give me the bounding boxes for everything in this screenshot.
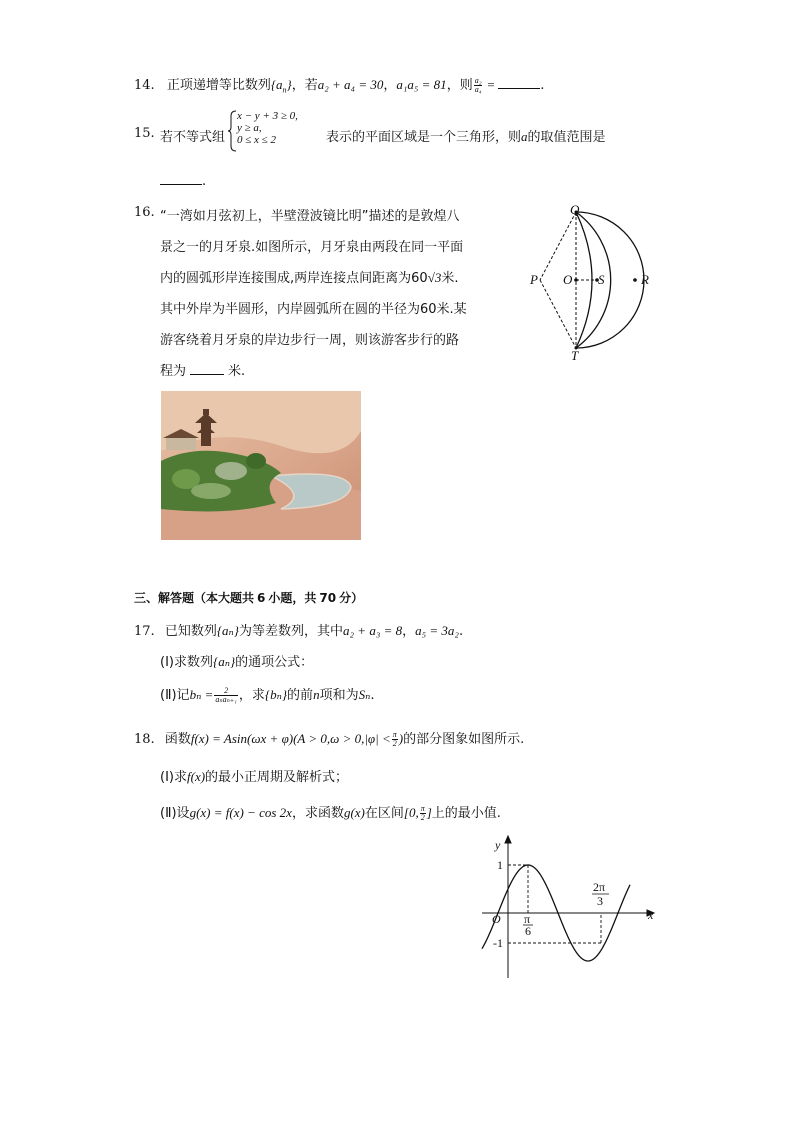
- section-title: 三、解答题（本大题共 6 小题，共 70 分）: [134, 591, 364, 605]
- question-number: 18.: [134, 732, 155, 747]
- origin-label: O: [492, 912, 501, 926]
- separator: ，: [383, 78, 397, 93]
- q18-part-1: (Ⅰ)求f(x)的最小正周期及解析式；: [160, 769, 349, 785]
- x-label: x: [648, 908, 654, 922]
- label-r: R: [641, 272, 649, 287]
- question-15-number: 15.: [134, 126, 155, 141]
- label-p: P: [530, 272, 538, 287]
- fraction: $\frac{\text{a₂}}{\text{a₄}}$: [474, 76, 482, 94]
- point-o: [574, 278, 578, 282]
- inequality-line: x − y + 3 ≥ 0,: [237, 110, 298, 122]
- math-var: a: [521, 129, 528, 144]
- crescent-spring-photo: [161, 391, 361, 540]
- question-text: 游客绕着月牙泉的岸边步行一周，则该游客步行的路: [160, 333, 460, 348]
- line-pt: [540, 280, 576, 348]
- question-text: 景之一的月牙泉.如图所示，月牙泉由两段在同一平面: [160, 240, 464, 255]
- question-16-number: 16.: [134, 205, 155, 220]
- question-18: 18. 函数f(x) = Asin(ωx + φ)(A > 0,ω > 0,|φ| < $\frac{\pi}{2}$ )的部分图象如图所示.: [134, 730, 525, 748]
- math-eq: a₁a₅ = 81: [396, 77, 447, 92]
- label-s: S: [598, 272, 605, 287]
- x-tick-2pi3-num: 2π: [593, 880, 606, 894]
- fraction: $\frac{\pi}{2}$: [420, 804, 425, 822]
- question-text: 为等差数列，其中: [239, 624, 344, 639]
- answer-line: .: [160, 172, 206, 189]
- question-text: 程为 米.: [160, 364, 246, 379]
- question-text: 内的圆弧形岸连接围成,两岸连接点间距离为60√3米.: [160, 270, 459, 286]
- question-text: 正项递增等比数列: [166, 78, 271, 93]
- x-tick-pi6-den: 6: [525, 924, 531, 938]
- question-17: [134, 620, 463, 639]
- question-text: 其中外岸为半圆形，内岸圆弧所在圆的半径为60米.某: [160, 302, 467, 317]
- inequality-line: y ≥ a,: [237, 122, 262, 134]
- question-number: 17.: [134, 624, 155, 639]
- math-eq: a₅ = 3a₂: [415, 623, 459, 638]
- math-eq: a₂ + a₃ = 8: [343, 623, 403, 638]
- line-pq: [540, 212, 576, 280]
- sine-graph: [478, 832, 660, 982]
- period: .: [540, 78, 545, 93]
- question-text: ，则: [446, 78, 473, 93]
- period: .: [458, 624, 464, 639]
- math-eq: =: [486, 77, 496, 92]
- answer-blank: [190, 362, 224, 375]
- y-tick-1: 1: [497, 858, 503, 872]
- fraction: $\frac{2}{\text{aₙaₙ₊₁}}$: [215, 686, 237, 704]
- question-text: ，若: [291, 78, 318, 93]
- question-text: 已知数列: [164, 624, 217, 639]
- q17-part-2: (Ⅱ)记bₙ = $\frac{2}{\text{aₙaₙ₊₁}}$ ，求{bₙ}的前n项和为Sₙ.: [160, 686, 375, 704]
- math-sqrt: √3: [427, 270, 442, 285]
- y-tick-neg1: -1: [493, 936, 503, 950]
- separator: ，: [402, 624, 416, 639]
- x-tick-pi6-num: π: [524, 912, 531, 926]
- label-t: T: [571, 348, 579, 362]
- fraction: $\frac{\pi}{2}$: [392, 730, 397, 748]
- q18-part-2: (Ⅱ)设g(x) = f(x) − cos 2x，求函数g(x)在区间[0, $\frac{\pi}{2}$ ]上的最小值.: [160, 804, 501, 822]
- math-seq: $\{a_n\}$: [270, 77, 292, 95]
- math-seq: {aₙ}: [216, 623, 240, 638]
- inequality-system: [237, 110, 298, 146]
- answer-blank: [160, 172, 202, 185]
- x-tick-2pi3-den: 3: [597, 894, 603, 908]
- math-eq: f(x) = Asin(ωx + φ)(A > 0,ω > 0,|φ| <: [190, 731, 391, 746]
- question-text: 若不等式组: [160, 130, 226, 145]
- crescent-diagram: [526, 202, 666, 362]
- q17-part-1: (Ⅰ)求数列{aₙ}的通项公式：: [160, 654, 314, 670]
- inequality-line: 0 ≤ x ≤ 2: [237, 134, 276, 146]
- label-q: Q: [570, 202, 580, 217]
- y-axis-arrow: [505, 836, 511, 843]
- question-number: 14.: [134, 78, 155, 93]
- question-text: “一湾如月弦初上，半壁澄波镜比明”描述的是敦煌八: [160, 209, 460, 224]
- y-label: y: [495, 838, 501, 852]
- point-r: [633, 278, 637, 282]
- math-eq: a₂ + a₄ = 30: [317, 77, 384, 92]
- question-text: 表示的平面区域是一个三角形，则a的取值范围是: [326, 129, 606, 145]
- question-14: [134, 74, 544, 95]
- label-o: O: [563, 272, 573, 287]
- answer-blank: [498, 76, 540, 89]
